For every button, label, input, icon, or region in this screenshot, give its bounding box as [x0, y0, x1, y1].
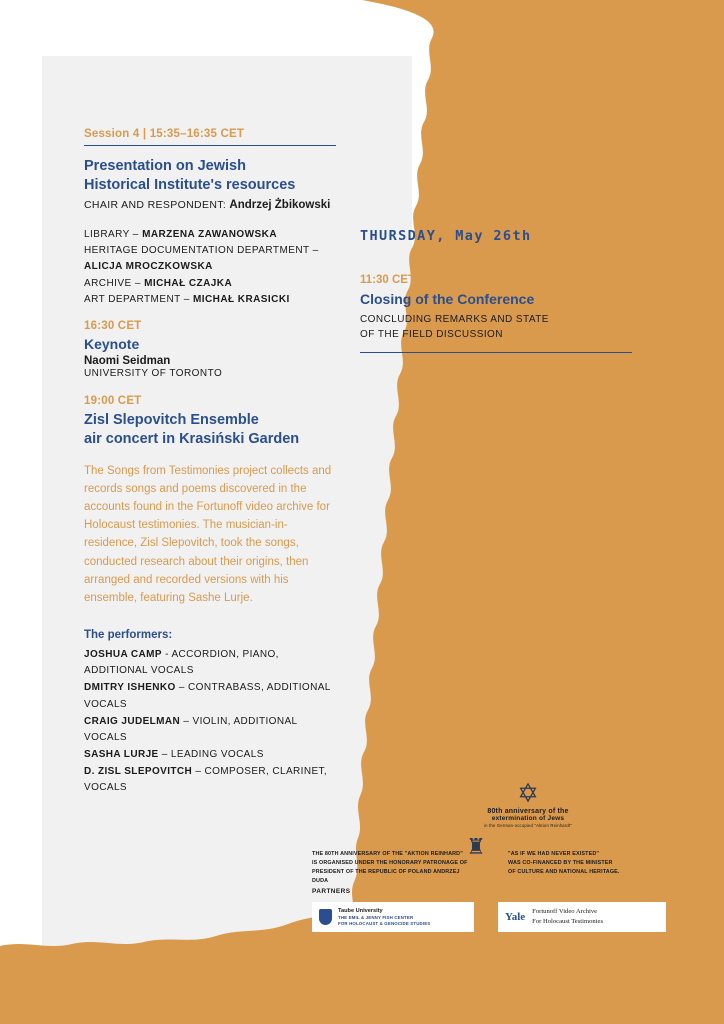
performer-name: CRAIG JUDELMAN: [84, 715, 181, 727]
closing-subtitle-line2: OF THE FIELD DISCUSSION: [360, 329, 503, 340]
performer-role: - ACCORDION, PIANO, ADDITIONAL VOCALS: [84, 648, 279, 677]
anniversary-emblem: [468, 780, 588, 828]
performer-name: D. ZISL SLEPOVITCH: [84, 766, 193, 778]
emblem-line3: in the German-occupied "Aktion Reinhardt": [484, 823, 572, 828]
roster-role: HERITAGE DOCUMENTATION DEPARTMENT –: [84, 245, 319, 257]
partners-label: PARTNERS: [312, 888, 351, 895]
partner-name: Taube University: [338, 907, 383, 914]
funding-line3: OF CULTURE AND NATIONAL HERITAGE.: [508, 868, 620, 875]
closing-title: Closing of the Conference: [360, 291, 535, 307]
roster-name: MICHAŁ KRASICKI: [192, 293, 290, 305]
roster-role: LIBRARY –: [84, 229, 139, 241]
performers-label: The performers:: [84, 628, 173, 641]
keynote-speaker: Naomi Seidman: [84, 355, 171, 368]
shield-icon: [319, 909, 332, 925]
funding-line2: WAS CO-FINANCED BY THE MINISTER: [508, 859, 613, 866]
roster-name: MARZENA ZAWANOWSKA: [142, 229, 278, 241]
performer-name: JOSHUA CAMP: [84, 648, 162, 660]
emblem-line1: 80th anniversary of the: [487, 808, 569, 815]
patronage-line1: THE 80TH ANNIVERSARY OF THE "AKTION REINHARD": [312, 851, 463, 857]
session-title: [84, 157, 336, 194]
roster-list: [84, 227, 336, 308]
concert-title-line2: air concert in Krasiński Garden: [84, 430, 300, 447]
list-item: [84, 680, 336, 712]
chair-name: Andrzej Żbikowski: [229, 199, 331, 212]
partner-logo-taube[interactable]: [312, 902, 474, 932]
emblem-line2: extermination of Jews: [491, 815, 565, 822]
list-item: [84, 714, 336, 746]
patronage-text: [312, 850, 472, 886]
chair-label: CHAIR AND RESPONDENT:: [84, 199, 227, 212]
roster-item: [84, 227, 336, 243]
star-of-david-icon: ✡: [517, 778, 539, 808]
list-item: [84, 647, 336, 679]
footer-logos: [0, 770, 724, 1024]
concert-title: [84, 411, 336, 449]
partner-sub1: THE EMIL & JENNY FISH CENTER: [338, 914, 414, 920]
roster-item: [84, 243, 336, 275]
partner-sub2: FOR HOLOCAUST & GENOCIDE STUDIES: [338, 921, 431, 927]
polish-eagle-icon: ♜: [466, 834, 486, 859]
left-column: [84, 128, 336, 798]
concert-title-line1: Zisl Slepovitch Ensemble: [84, 412, 259, 429]
list-item: [84, 747, 336, 763]
performer-role: – VIOLIN, ADDITIONAL VOCALS: [84, 715, 298, 743]
partner-name: Fortunoff Video Archive: [532, 908, 598, 916]
partner-sub1: For Holocaust Testimonies: [532, 918, 604, 925]
partner-logo-text: [338, 907, 430, 928]
performer-name: SASHA LURJE: [84, 749, 159, 761]
roster-name: ALICJA MROCZKOWSKA: [84, 261, 213, 273]
performer-name: DMITRY ISHENKO: [84, 682, 176, 694]
funding-text: [508, 850, 678, 877]
concert-blurb: The Songs from Testimonies project collects and records songs and poems discovered in the accounts found in the Fortunoff video archive for Holocaust testimonies. The musician-in-residence, Zisl Slepovitch, took the songs, conducted research about their origins, then arranged and recorded versions with his ensemble, featuring Sashe Lurje.: [84, 464, 332, 604]
chair-line: [84, 199, 336, 211]
funding-line1: "AS IF WE HAD NEVER EXISTED": [508, 851, 600, 857]
session-title-line1: Presentation on Jewish: [84, 158, 246, 174]
closing-subtitle-line1: CONCLUDING REMARKS AND STATE: [360, 314, 549, 325]
performer-role: – LEADING VOCALS: [161, 749, 264, 761]
right-column: [360, 228, 640, 353]
patronage-line2: IS ORGANISED UNDER THE HONORARY PATRONAGE OF: [312, 859, 468, 866]
session-header: Session 4 | 15:35–16:35 CET: [84, 128, 336, 146]
keynote-time: 16:30 CET: [84, 320, 142, 333]
session-title-line2: Historical Institute's resources: [84, 176, 296, 193]
performer-role: – COMPOSER, CLARINET, VOCALS: [84, 766, 328, 794]
roster-name: MICHAŁ CZAJKA: [144, 277, 233, 289]
patronage-line3: PRESIDENT OF THE REPUBLIC OF POLAND ANDRZEJ DUDA: [312, 868, 460, 884]
partner-logo-text: [532, 907, 603, 926]
yale-icon: Yale: [505, 911, 526, 923]
keynote-label: Keynote: [84, 336, 140, 353]
roster-role: ART DEPARTMENT –: [84, 293, 190, 305]
roster-item: [84, 292, 336, 308]
day-banner: THURSDAY, May 26th: [360, 228, 532, 244]
keynote-affiliation: UNIVERSITY OF TORONTO: [84, 368, 223, 380]
roster-item: [84, 276, 336, 292]
closing-time: 11:30 CET: [360, 274, 415, 286]
partner-logo-yale[interactable]: [498, 902, 666, 932]
closing-subtitle: [360, 312, 632, 353]
roster-role: ARCHIVE –: [84, 277, 141, 289]
concert-time: 19:00 CET: [84, 395, 142, 408]
performer-role: – CONTRABASS, ADDITIONAL VOCALS: [84, 682, 331, 710]
